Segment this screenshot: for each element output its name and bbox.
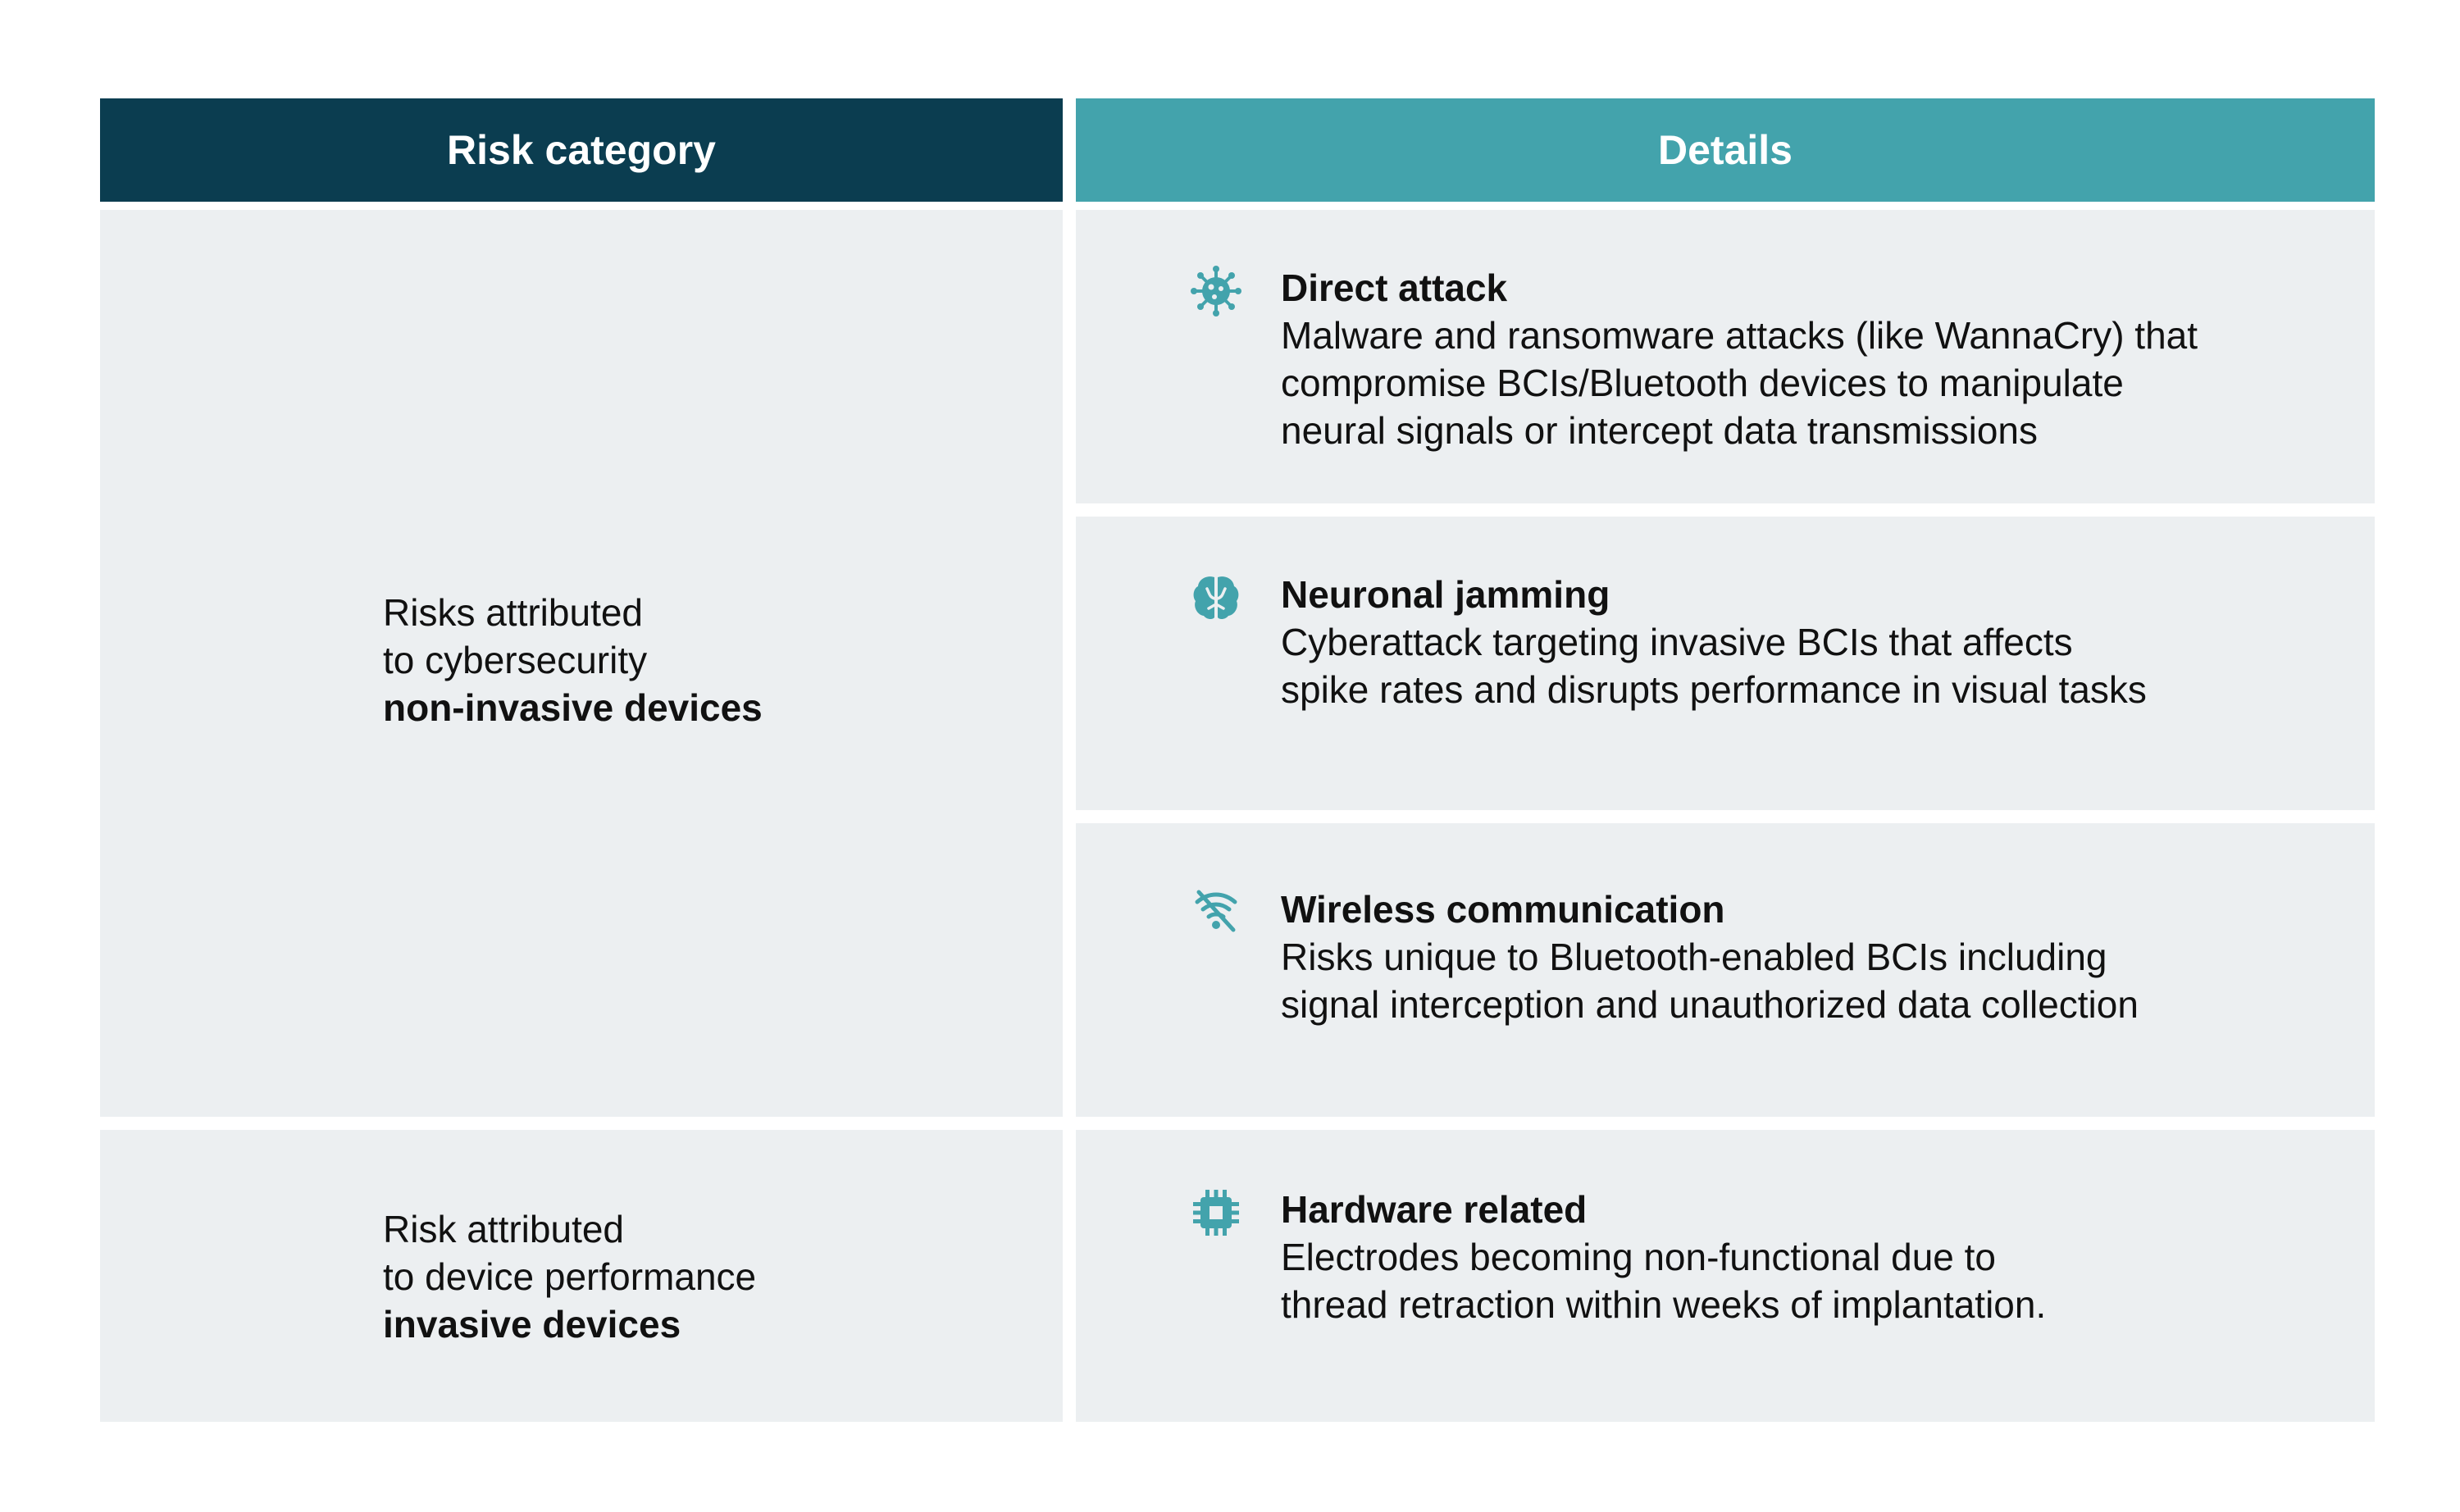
detail-title: Direct attack [1281, 266, 1508, 309]
category-line-2: to cybersecurity [383, 639, 648, 681]
virus-icon [1191, 266, 1241, 317]
wifi-off-icon [1191, 886, 1241, 936]
category-cell-cybersecurity [100, 210, 1063, 1117]
detail-cell-wireless-communication [1076, 823, 2375, 1117]
detail-text [1281, 571, 2317, 713]
category-line-1: Risks attributed [383, 591, 644, 634]
detail-description: Cyberattack targeting invasive BCIs that affects spike rates and disrupts performance in visual tasks [1281, 621, 2147, 711]
brain-icon [1191, 572, 1241, 623]
detail-description: Malware and ransomware attacks (like WannaCry) that compromise BCIs/Bluetooth devices to manipulate neural signals or intercept data transmissions [1281, 314, 2198, 452]
detail-text [1281, 1186, 2317, 1328]
header-details-label: Details [1658, 127, 1793, 173]
header-risk-category-label: Risk category [447, 127, 716, 173]
category-emphasis: non-invasive devices [383, 686, 763, 729]
detail-description: Electrodes becoming non-functional due to thread retraction within weeks of implantation. [1281, 1236, 2047, 1326]
detail-cell-neuronal-jamming [1076, 517, 2375, 810]
detail-text [1281, 264, 2317, 454]
detail-cell-hardware-related [1076, 1130, 2375, 1422]
detail-title: Hardware related [1281, 1188, 1588, 1231]
chip-icon [1191, 1187, 1241, 1238]
detail-title: Wireless communication [1281, 888, 1725, 931]
detail-text [1281, 886, 2317, 1028]
category-cell-device-performance [100, 1130, 1063, 1422]
detail-cell-direct-attack [1076, 210, 2375, 503]
detail-title: Neuronal jamming [1281, 573, 1610, 616]
category-line-1: Risk attributed [383, 1208, 625, 1250]
header-risk-category [100, 98, 1063, 202]
category-text [383, 1205, 756, 1348]
category-line-2: to device performance [383, 1255, 757, 1298]
category-emphasis: invasive devices [383, 1303, 681, 1346]
detail-description: Risks unique to Bluetooth-enabled BCIs including signal interception and unauthorized data collection [1281, 936, 2139, 1026]
header-details [1076, 98, 2375, 202]
category-text [383, 589, 763, 731]
